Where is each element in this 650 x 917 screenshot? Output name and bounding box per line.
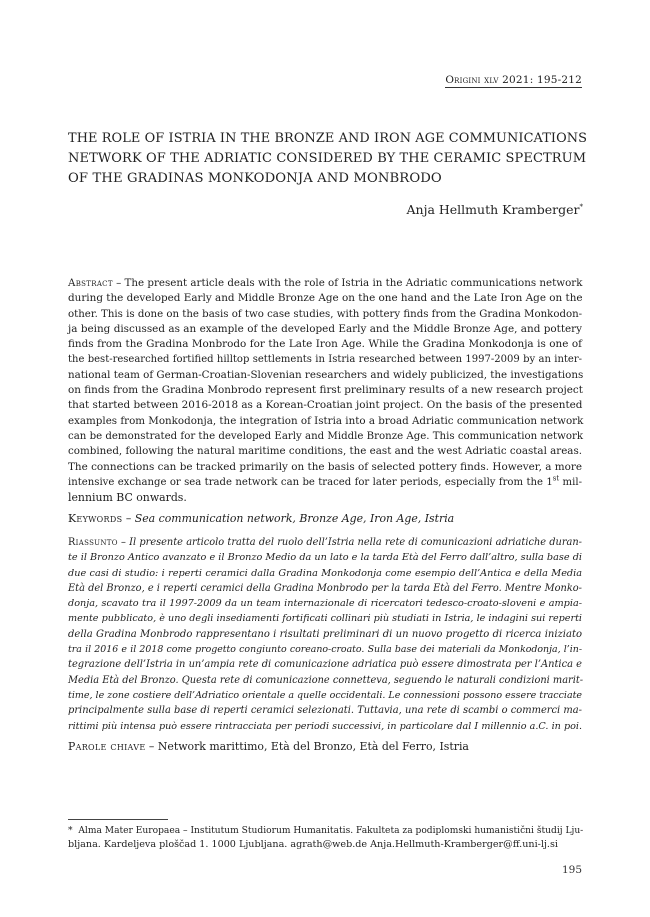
riassunto-line: [68, 535, 582, 550]
abstract-line: finds from the Gradina Monbrodo for the Late Iron Age. While the Gradina Monkodonja is one of: [68, 338, 582, 351]
footnote-text: Alma Mater Europaea – Institutum Studiorum Humanitatis. Fakulteta za podiplomski humanistični študij Lju-: [78, 826, 584, 836]
label-dash: –: [112, 277, 125, 289]
riassunto-line: donja, scavato tra il 1997-2009 da un team internazionale di ricercatori tedesco-croato-sloveni e ampia-: [68, 598, 582, 610]
label-dash: –: [145, 740, 158, 753]
author-footnote-mark: *: [579, 202, 583, 211]
title-line: THE ROLE OF ISTRIA IN THE BRONZE AND IRON AGE COMMUNICATIONS: [68, 131, 588, 146]
abstract-label: Abstract: [68, 277, 113, 289]
keywords-label: Keywords: [68, 512, 123, 525]
abstract-line: [68, 475, 582, 490]
page-number: 195: [561, 864, 582, 876]
abstract-text: mil-: [559, 476, 582, 488]
riassunto-line: tegrazione dell’Istria in un’ampia rete di comunicazione adriatica può essere dimostrata per l’Antica e: [68, 659, 582, 671]
abstract-line: can be demonstrated for the developed Early and Middle Bronze Age. This communication network: [68, 430, 584, 442]
abstract-line: ja being discussed as an example of the developed Early and the Middle Bronze Age, and pottery: [68, 322, 582, 335]
keywords-line: [68, 511, 582, 526]
abstract-line: during the developed Early and Middle Bronze Age on the one hand and the Late Iron Age on the: [68, 292, 583, 305]
abstract-line: The connections can be tracked primarily on the basis of selected pottery finds. However, a more: [68, 460, 582, 473]
label-dash: –: [117, 537, 130, 548]
abstract-line: that started between 2016-2018 as a Korean-Croatian joint project. On the basis of the presented: [68, 399, 583, 412]
author-text: Anja Hellmuth Kramberger: [406, 202, 580, 217]
riassunto-line: rittimi più intensa può essere rintracciata per periodi successivi, in particolare dal I millennio a.C. in poi.: [68, 720, 582, 732]
abstract-line: on finds from the Gradina Monbrodo represent first preliminary results of a new research project: [68, 384, 583, 397]
riassunto-text: Il presente articolo tratta del ruolo dell’Istria nella rete di comunicazioni adriatiche duran-: [129, 537, 582, 548]
riassunto-line: Media Età del Bronzo. Questa rete di comunicazione connetteva, seguendo le naturali condizioni marit-: [68, 674, 584, 686]
parole-chiave-section: [68, 739, 582, 754]
abstract-line: [68, 276, 582, 291]
footnote-mark: *: [68, 826, 73, 836]
abstract-text: The present article deals with the role of Istria in the Adriatic communications network: [124, 277, 583, 289]
abstract-line: examples from Monkodonja, the integration of Istria into a broad Adriatic communication network: [68, 414, 584, 427]
title-line: NETWORK OF THE ADRIATIC CONSIDERED BY THE CERAMIC SPECTRUM: [68, 151, 587, 166]
running-header: Origini xlv 2021: 195-212: [445, 74, 582, 86]
riassunto-line: time, le zone costiere dell’Adriatico orientale a quelle occidentali. Le connessioni possono essere tracciate: [68, 689, 583, 701]
parole-chiave-text: Network marittimo, Età del Bronzo, Età del Ferro, Istria: [157, 740, 469, 753]
riassunto-line: te il Bronzo Antico avanzato e il Bronzo Medio da un lato e la tarda Età del Ferro dall’altro, sulla base di: [68, 552, 582, 564]
riassunto-label: Riassunto: [68, 537, 118, 548]
abstract-line: other. This is done on the basis of two case studies, with pottery finds from the Gradina Monkodon-: [68, 308, 583, 320]
parole-chiave-label: Parole chiave: [68, 740, 146, 753]
parole-chiave-line: [68, 739, 582, 754]
footnote-divider: [68, 819, 168, 820]
ordinal-superscript: st: [552, 474, 560, 483]
keywords-section: [68, 511, 582, 526]
footnote-line: bljana. Kardeljeva ploščad 1. 1000 Ljubljana. agrath@web.de Anja.Hellmuth-Kramberger@ff.uni-lj.si: [68, 839, 558, 850]
abstract-text: intensive exchange or sea trade network can be traced for later periods, especially from the 1: [68, 476, 553, 488]
riassunto-line: tra il 2016 e il 2018 come progetto congiunto coreano-croato. Sulla base dei materiali da Monkodonja, l’in-: [68, 644, 582, 656]
riassunto-section: [68, 535, 582, 734]
abstract-line: combined, following the natural maritime conditions, the east and the west Adriatic coastal areas.: [68, 445, 582, 458]
title-line: OF THE GRADINAS MONKODONJA AND MONBRODO: [68, 171, 442, 186]
riassunto-line: due casi di studio: i reperti ceramici dalla Gradina Monkodonja come esempio dell’Antica e della Media: [68, 567, 582, 579]
keywords-text: Sea communication network, Bronze Age, Iron Age, Istria: [134, 512, 455, 525]
abstract-line: lennium BC onwards.: [68, 491, 187, 505]
label-dash: –: [122, 512, 135, 525]
riassunto-line: Età del Bronzo, e i reperti ceramici della Gradina Monbrodo per la tarda Età del Ferro. Mentre Monko-: [68, 582, 582, 594]
footnote: [68, 824, 582, 852]
article-title: [68, 129, 588, 189]
footnote-line: [68, 824, 582, 838]
author-name: [407, 202, 584, 217]
riassunto-line: principalmente sulla base di reperti ceramici selezionati. Tuttavia, una rete di scambi o commerci ma-: [68, 705, 582, 717]
riassunto-line: della Gradina Monbrodo rappresentano i risultati preliminari di un nuovo progetto di ricerca iniziato: [68, 628, 582, 640]
abstract-line: the best-researched fortified hilltop settlements in Istria researched between 1997-2009 by an inter-: [68, 354, 582, 366]
abstract-line: national team of German-Croatian-Slovenian researchers and widely publicized, the investigations: [68, 368, 584, 381]
riassunto-line: mente pubblicato, è uno degli insediamenti fortificati collinari più studiati in Istria, le indagini sui reperti: [68, 613, 582, 625]
abstract-section: [68, 276, 582, 505]
